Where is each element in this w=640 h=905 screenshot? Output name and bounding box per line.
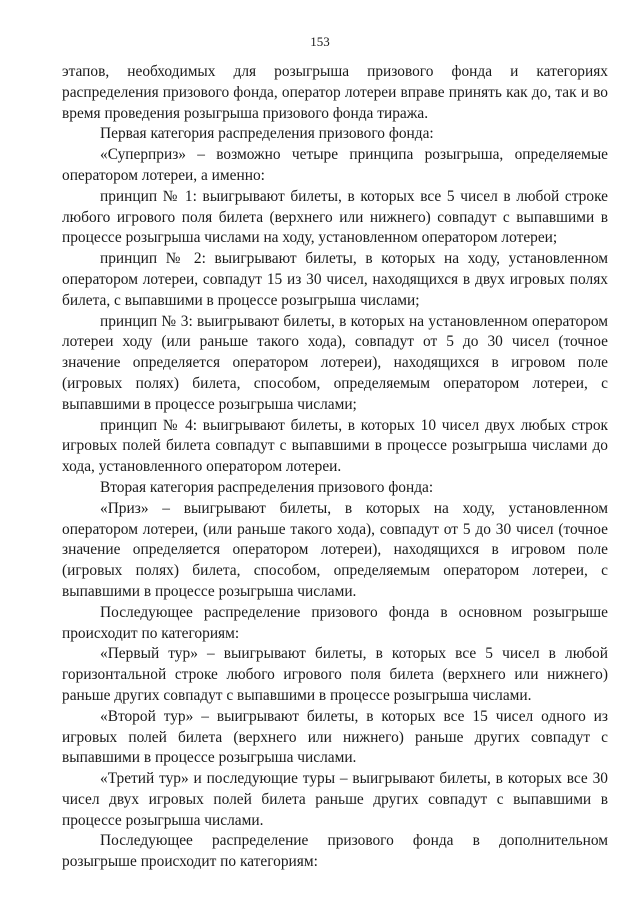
- paragraph-superprize: «Суперприз» – возможно четыре принципа розыгрыша, определяемые оператором лотереи, а именно:: [62, 146, 608, 184]
- paragraph-principle-1: принцип № 1: выигрывают билеты, в которых все 5 чисел в любой строке любого игрового поля билета (верхнего или нижнего) совпадут с выпавшими в процессе розыгрыша числами на ходу, установленном оператором лотереи;: [62, 187, 608, 247]
- paragraph-principle-4: принцип № 4: выигрывают билеты, в которых 10 чисел двух любых строк игровых полей билета совпадут с выпавшими в процессе розыгрыша числами до хода, установленного оператором лотереи.: [62, 416, 608, 476]
- paragraph-additional-draw-categories: Последующее распределение призового фонда в дополнительном розыгрыше происходит по категориям:: [62, 832, 608, 871]
- document-body: [62, 62, 608, 873]
- paragraph-principle-3: принцип № 3: выигрывают билеты, в которых на установленном оператором лотереи ходу (или раньше такого хода), совпадут от 5 до 30 чисел (точное значение определяется оператором лотереи), находящихся в игровом поле (игровых полях) билета, способом, определяемым оператором лотереи, с выпавшими в процессе розыгрыша числами;: [62, 312, 608, 413]
- paragraph-third-round: «Третий тур» и последующие туры – выигрывают билеты, в которых все 30 чисел двух игровых полей билета раньше других совпадут с выпавшими в процессе розыгрыша числами.: [62, 770, 608, 829]
- paragraph-second-round: «Второй тур» – выигрывают билеты, в которых все 15 чисел одного из игровых полей билета (верхнего или нижнего) раньше других совпадут с выпавшими в процессе розыгрыша числами.: [62, 707, 608, 767]
- paragraph-main-draw-categories: Последующее распределение призового фонда в основном розыгрыше происходит по категориям:: [62, 603, 608, 642]
- paragraph-continuation: этапов, необходимых для розыгрыша призового фонда и категориях распределения призового фонда, оператор лотереи вправе принять как до, так и во время проведения розыгрыша призового фонда тиража.: [62, 63, 608, 122]
- paragraph-first-round: «Первый тур» – выигрывают билеты, в которых все 5 чисел в любой горизонтальной строке любого игрового поля билета (верхнего или нижнего) раньше других совпадут с выпавшими в процессе розыгрыша числами.: [62, 645, 608, 704]
- paragraph-first-category-heading: Первая категория распределения призового фонда:: [100, 125, 434, 143]
- paragraph-prize: «Приз» – выигрывают билеты, в которых на ходу, установленном оператором лотереи, (или раньше такого хода), совпадут от 5 до 30 чисел (точное значение определяется оператором лотереи), находящихся в игровом поле (игровых полях) билета, способом, определяемым оператором лотереи, с выпавшими в процессе розыгрыша числами.: [62, 499, 608, 600]
- paragraph-second-category-heading: Вторая категория распределения призового фонда:: [100, 478, 434, 496]
- paragraph-principle-2: принцип № 2: выигрывают билеты, в которых на ходу, установленном оператором лотереи, совпадут 15 из 30 чисел, находящихся в двух игровых полях билета, с выпавшими в процессе розыгрыша числами;: [62, 250, 608, 309]
- page-number: 153: [310, 34, 330, 49]
